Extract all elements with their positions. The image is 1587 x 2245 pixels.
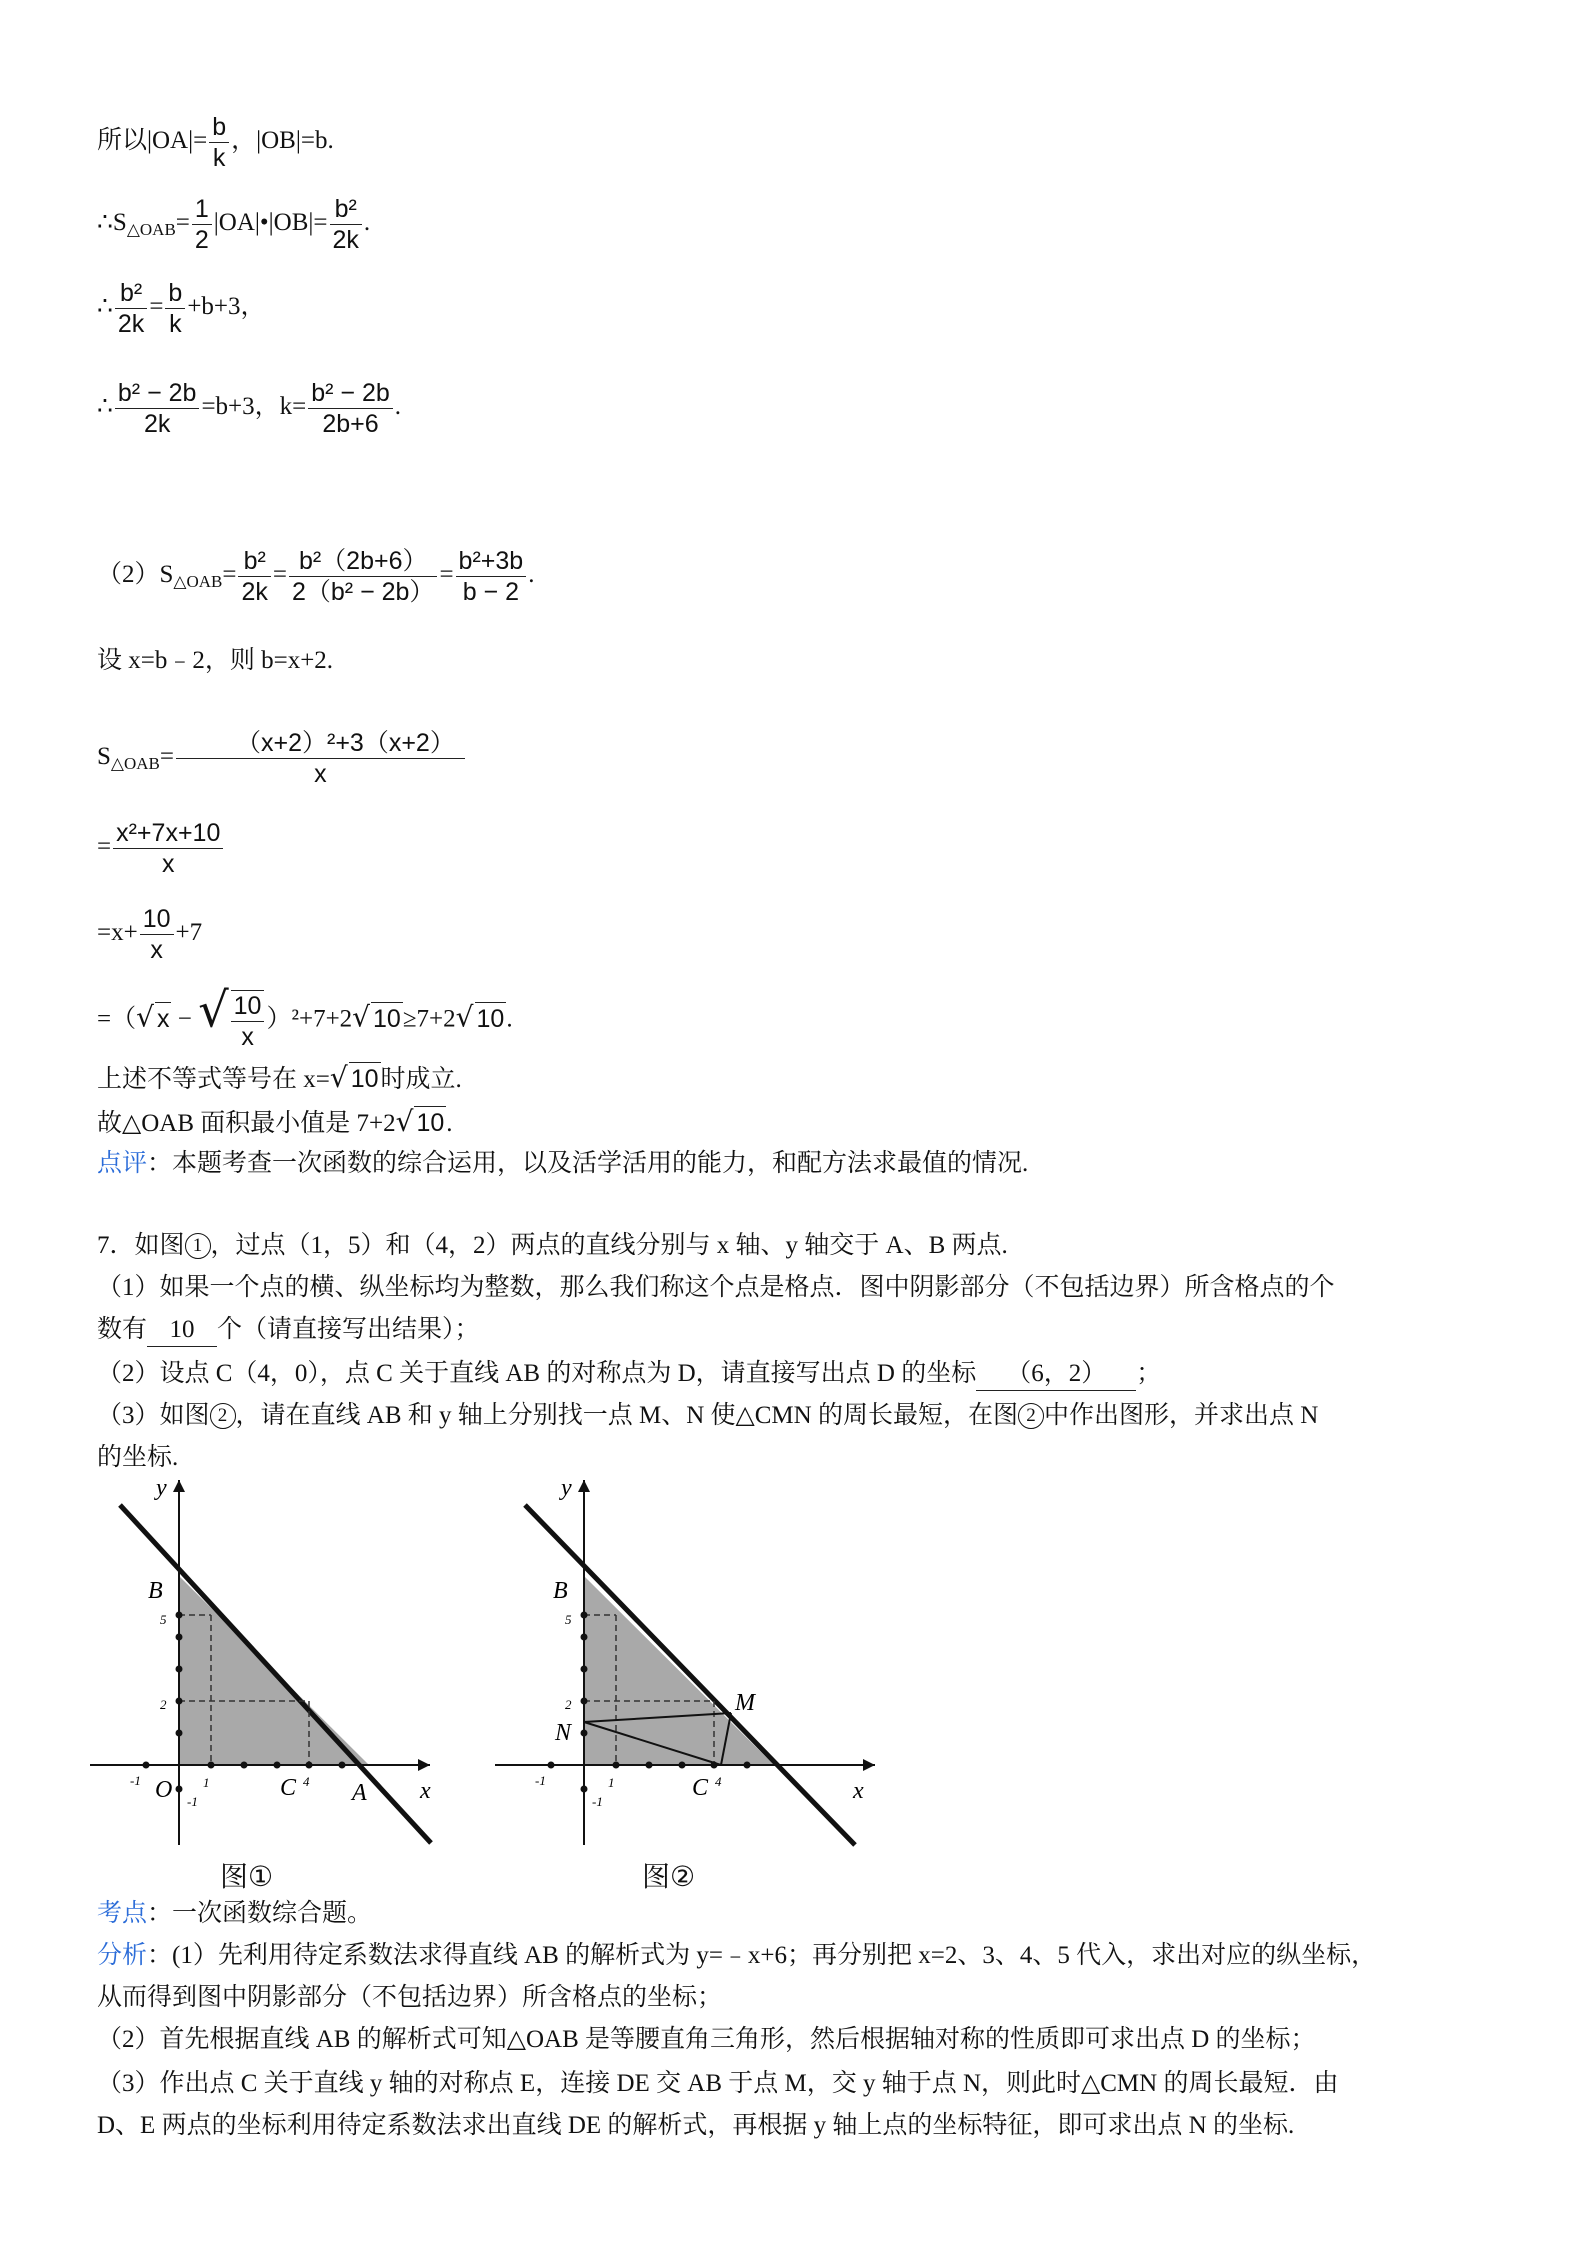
numerator: b [165,278,185,309]
denominator: 2k [241,578,268,606]
sqrt-symbol: √ [352,1000,371,1034]
denominator: k [212,144,226,172]
denominator: 2（b² − 2b） [292,578,435,606]
solution2-conclusion [97,1106,453,1140]
text: = [439,561,454,589]
kaodian-text: ：一次函数综合题。 [147,1900,373,1927]
fraction [140,904,174,965]
solution2-expanded [97,818,225,879]
tick-4: 4 [303,1774,310,1789]
x-axis-arrow [863,1759,875,1771]
analysis-kaodian [97,1898,372,1930]
numerator: b [209,112,229,143]
text: = [222,561,237,589]
fraction [192,194,212,255]
radicand: 10 [349,1062,381,1095]
x-axis-arrow [418,1759,430,1771]
y-axis-arrow [173,1480,185,1492]
fraction [115,378,200,439]
text: = [97,833,112,861]
denominator: 2k [332,226,359,254]
text: ）²+7+2 [266,1005,353,1033]
label-a: A [352,1780,367,1806]
circled-number: 2 [1018,1403,1044,1429]
tick-minus1-x: -1 [130,1773,141,1788]
sqrt-symbol: √ [395,1105,414,1138]
text: ∴ [97,393,113,421]
label-c: C [280,1775,297,1801]
text: . [394,393,402,421]
tick-1: 1 [203,1775,210,1790]
fraction [176,728,465,789]
answer-blank: 10 [147,1314,217,1347]
problem7-part2 [97,1358,1161,1391]
numerator: b² − 2b [308,378,393,409]
sqrt-symbol: √ [455,1000,474,1034]
tick-2: 2 [565,1697,572,1712]
problem7-part1: （1）如果一个点的横、纵坐标均为整数，那么我们称这个点是格点．图中阴影部分（不包括边界）所含格点的个 [97,1274,1335,1301]
fraction [231,990,265,1052]
text: +7 [175,919,203,947]
solution2-equality-condition [97,1062,462,1096]
problem7-part3 [97,1400,1318,1432]
text: . [528,561,535,589]
text: +b+3， [187,293,266,321]
text: （3）如图 [97,1402,210,1429]
label-b: B [148,1578,163,1604]
solution-line-oa-ob [97,112,334,173]
denominator: x [150,936,163,964]
solution-line-k [97,378,401,439]
text: （2）S [97,561,174,589]
sqrt-symbol: √ [198,982,229,1039]
figure-2-caption: 图② [642,1860,696,1893]
radicand: 10 [371,1002,403,1035]
fenxi-label: 分析 [97,1942,148,1969]
label-n: N [555,1720,572,1746]
fraction [209,112,229,173]
text: ∴ [97,293,113,321]
text: . [363,209,371,237]
comment-label: 点评 [97,1150,148,1177]
numerator: b² − 2b [115,378,200,409]
kaodian-label: 考点 [97,1900,148,1927]
fenxi-text: ：(1）先利用待定系数法求得直线 AB 的解析式为 y=﹣x+6；再分别把 x=2、3、4、5 代入，求出对应的纵坐标， [147,1942,1377,1969]
radicand: 10 [475,1002,507,1035]
text: 时成立. [380,1066,462,1093]
text: = [159,743,174,771]
numerator: 10 [140,904,174,935]
numerator: b² [330,194,362,225]
problem7-statement [97,1230,1008,1262]
tick-5: 5 [565,1612,572,1627]
denominator: x [314,760,327,788]
figure-2-svg [495,1470,885,1870]
fraction [308,378,393,439]
tick-1: 1 [608,1775,615,1790]
label-o: O [155,1777,173,1803]
text: ，过点（1，5）和（4，2）两点的直线分别与 x 轴、y 轴交于 A、B 两点. [210,1232,1008,1259]
label-y: y [561,1475,572,1501]
solution2-area-x [97,728,467,789]
numerator: b² [238,546,270,577]
shaded-triangle [584,1576,774,1765]
text: = [272,561,287,589]
line-ab [525,1505,855,1845]
text: − [171,1005,199,1033]
denominator: 2k [143,410,171,438]
numerator: b² [115,278,147,309]
numerator: （x+2）²+3（x+2） [176,728,465,759]
subscript: △OAB [110,754,160,774]
label-b: B [553,1578,568,1604]
denominator: 2k [117,310,145,338]
text: 7．如图 [97,1232,185,1259]
denominator: b − 2 [462,578,520,606]
text: 个（请直接写出结果）； [217,1316,480,1343]
denominator: k [169,310,182,338]
y-axis-arrow [578,1480,590,1492]
figure-1 [90,1470,450,1893]
solution2-area-expression [97,546,534,607]
tick-minus1-y: -1 [187,1794,198,1809]
text: ，|OB|=b. [231,127,334,155]
problem7-part1-answer [97,1314,480,1347]
text: =x+ [97,919,138,947]
solution2-split [97,904,202,965]
text: ； [1136,1360,1162,1387]
text: 中作出图形，并求出点 N [1043,1402,1319,1429]
comment-text: ：本题考查一次函数的综合运用，以及活学活用的能力，和配方法求最值的情况. [147,1150,1029,1177]
problem7-part3-tail: 的坐标. [97,1444,179,1471]
text: = [175,209,190,237]
text: ∴S [97,209,127,237]
denominator: 2b+6 [322,410,379,438]
circled-number: 1 [185,1233,211,1259]
numerator: 10 [231,991,265,1022]
text: . [506,1005,513,1033]
fraction [456,546,527,607]
solution-line-equation [97,278,266,339]
fraction [113,818,223,879]
numerator: b²（2b+6） [289,546,437,577]
comment-line [97,1148,1028,1180]
text: . [446,1110,453,1137]
numerator: 1 [192,194,212,225]
analysis-line-3: （2）首先根据直线 AB 的解析式可知△OAB 是等腰直角三角形，然后根据轴对称的性质即可求出点 D 的坐标； [97,2026,1316,2053]
fraction [289,546,437,607]
tick-minus1-x: -1 [535,1773,546,1788]
text: |OA|•|OB|= [213,209,328,237]
text: （2）设点 C（4，0），点 C 关于直线 AB 的对称点为 D，请直接写出点 D 的坐标 [97,1360,977,1387]
tick-5: 5 [160,1612,167,1627]
text: 所以|OA|= [97,127,208,155]
fraction [238,546,270,607]
label-x: x [853,1778,864,1804]
text: 数有 [97,1316,148,1343]
label-m: M [735,1690,755,1716]
sqrt-symbol: √ [136,1000,154,1034]
text: ，请在直线 AB 和 y 轴上分别找一点 M、N 使△CMN 的周长最短，在图 [235,1402,1018,1429]
text: 上述不等式等号在 x= [97,1066,330,1093]
text: =b+3，k= [201,393,307,421]
circled-number: 2 [210,1403,236,1429]
radicand: x [155,1002,172,1035]
text: 故△OAB 面积最小值是 7+2 [97,1110,396,1137]
subscript: △OAB [126,220,176,240]
analysis-line-5: D、E 两点的坐标利用待定系数法求出直线 DE 的解析式，再根据 y 轴上点的坐标特征，即可求出点 N 的坐标. [97,2112,1295,2139]
label-c: C [692,1775,709,1801]
text: ≥7+2 [402,1005,456,1033]
denominator: x [161,850,175,878]
text: =（ [97,1005,137,1033]
label-x: x [420,1778,431,1804]
solution2-substitution: 设 x=b﹣2，则 b=x+2. [97,647,334,674]
label-y: y [156,1475,167,1501]
fraction [115,278,147,339]
denominator: x [241,1023,254,1051]
text: S [97,743,111,771]
analysis-fenxi [97,1940,1376,1972]
solution2-completing-square [97,982,513,1052]
numerator: b²+3b [456,546,527,577]
text: = [149,293,164,321]
figure-1-caption: 图① [220,1860,274,1893]
fraction [165,278,185,339]
figure-2 [495,1470,885,1893]
sqrt-symbol: √ [329,1061,348,1094]
tick-minus1-y: -1 [592,1794,603,1809]
numerator: x²+7x+10 [113,818,223,849]
solution-line-area [97,194,370,255]
analysis-line-2: 从而得到图中阴影部分（不包括边界）所含格点的坐标； [97,1984,723,2011]
fraction [330,194,362,255]
analysis-line-4: （3）作出点 C 关于直线 y 轴的对称点 E，连接 DE 交 AB 于点 M，交 y 轴于点 N，则此时△CMN 的周长最短．由 [97,2070,1339,2097]
radicand: 10 [414,1106,446,1139]
figure-1-svg [90,1470,450,1870]
answer-blank: （6，2） [976,1358,1136,1391]
denominator: 2 [194,226,209,254]
tick-4: 4 [715,1774,722,1789]
tick-2: 2 [160,1697,167,1712]
subscript: △OAB [173,572,223,592]
